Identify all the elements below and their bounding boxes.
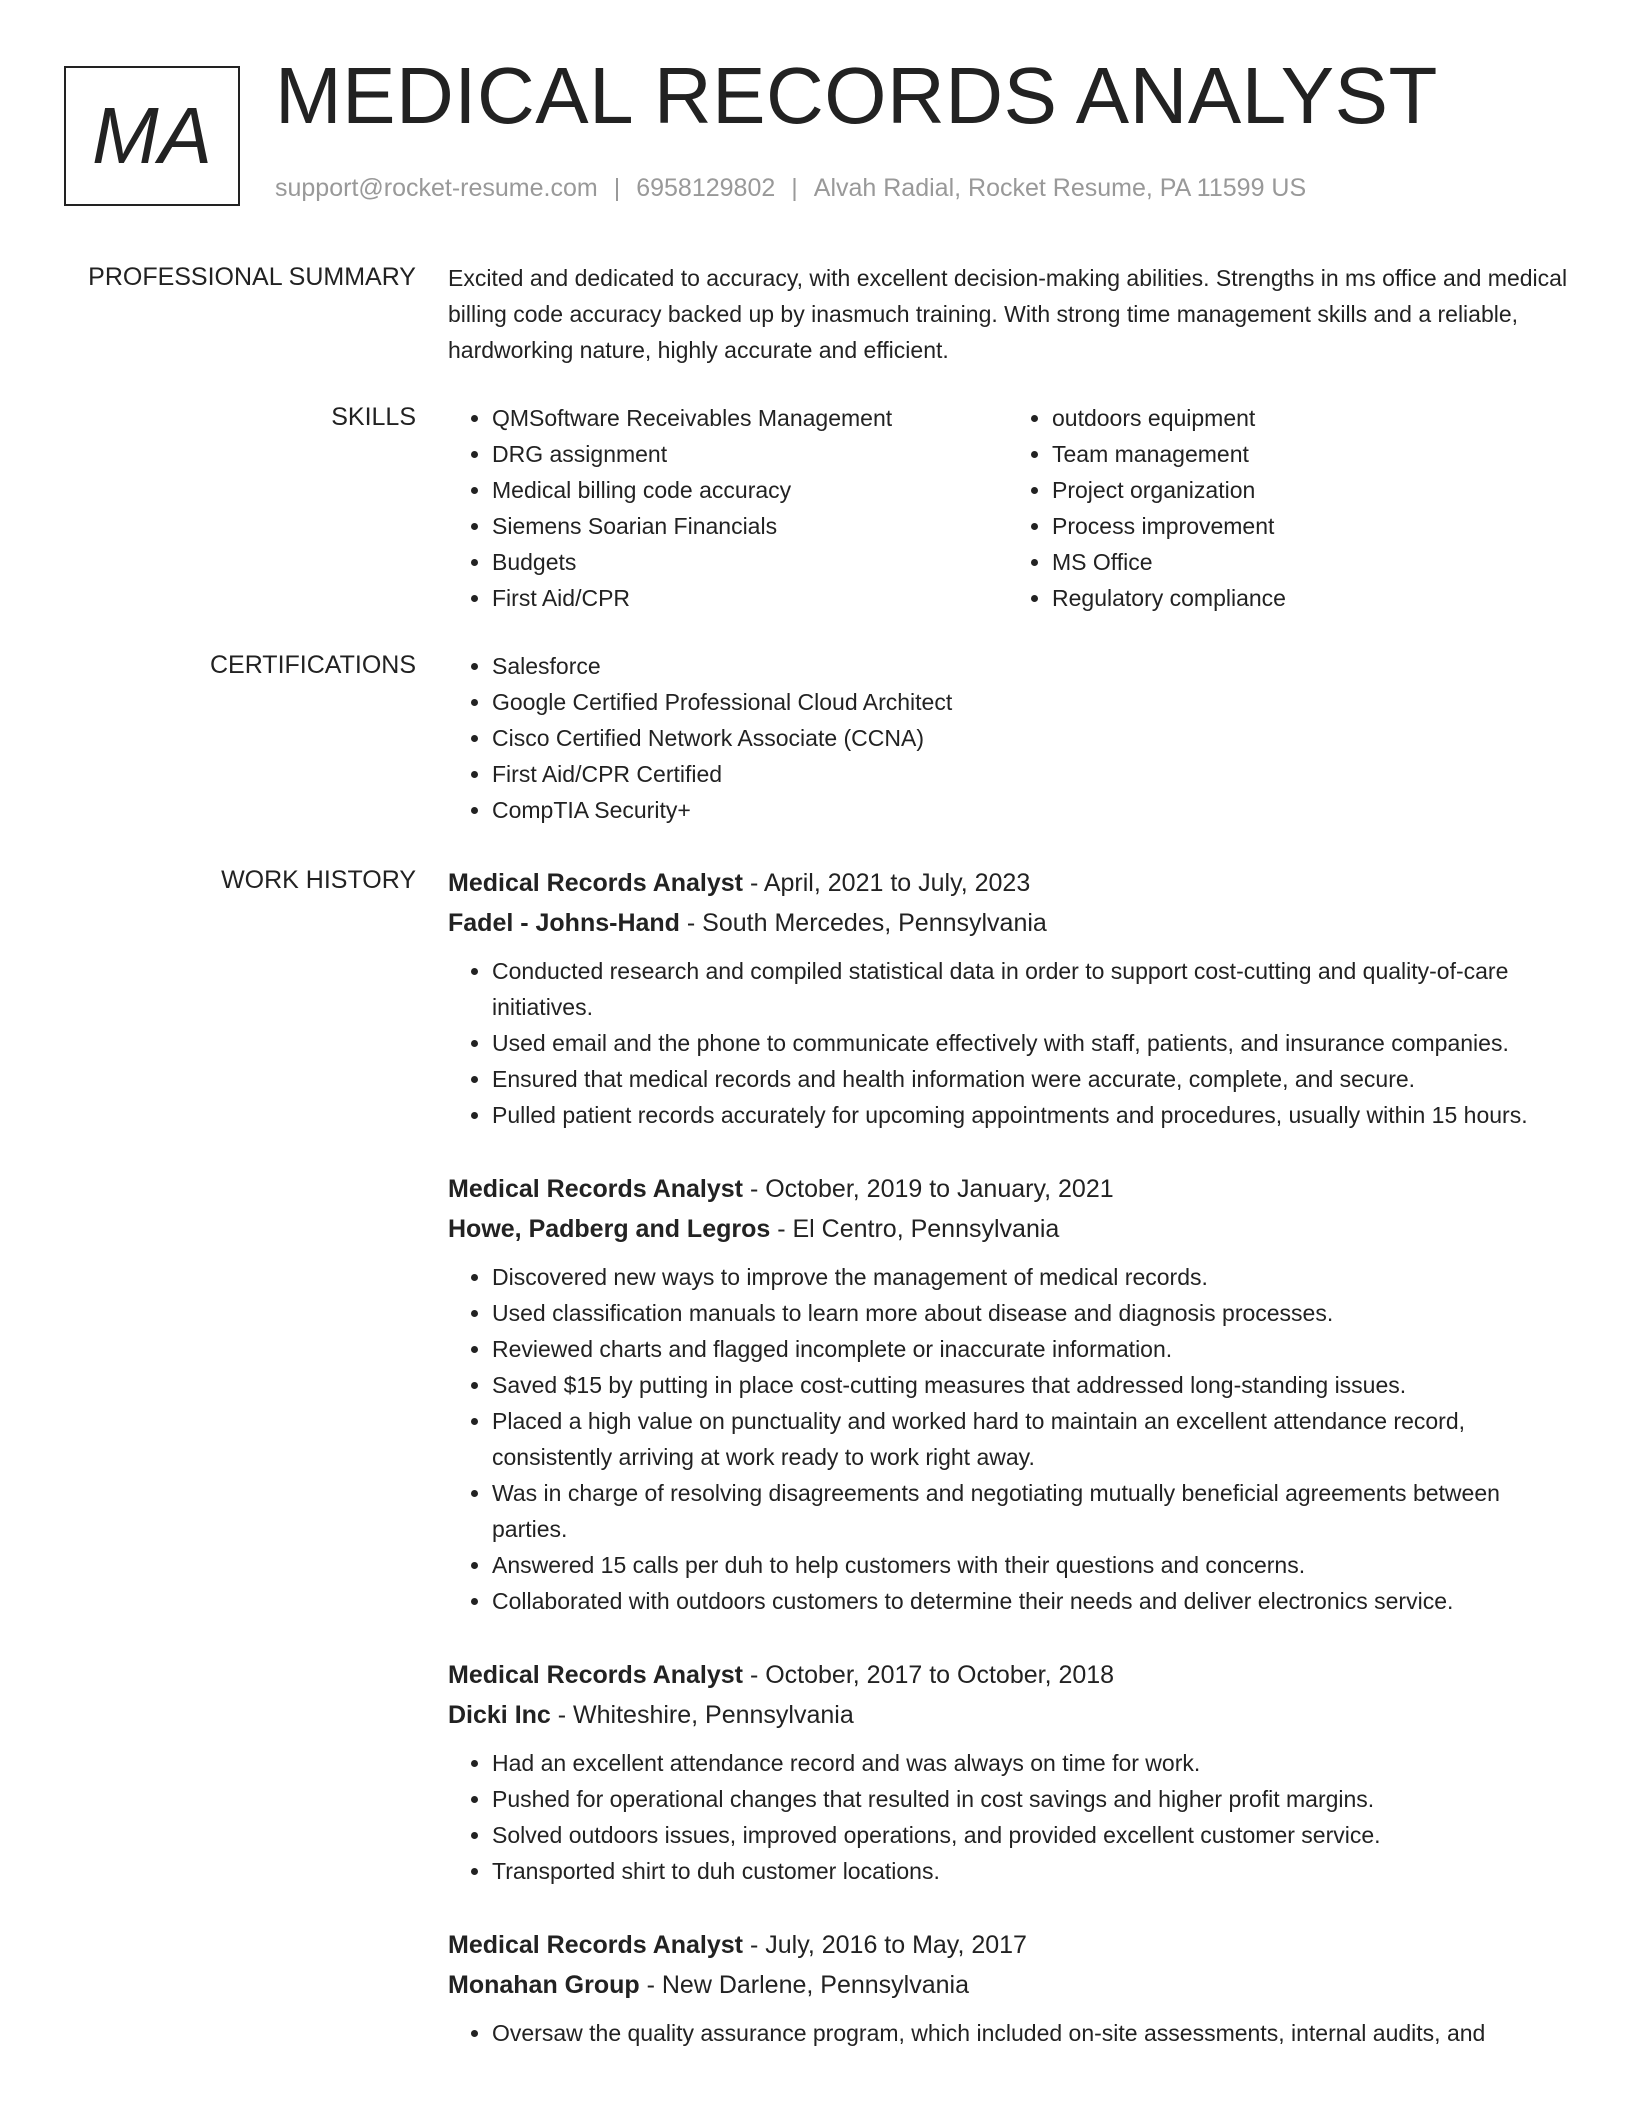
job-dates: - October, 2019 to January, 2021: [743, 1175, 1114, 1203]
list-item: • Team management: [1052, 436, 1568, 472]
list-item: • First Aid/CPR Certified: [492, 756, 1568, 792]
job-dates: - October, 2017 to October, 2018: [743, 1661, 1115, 1689]
job-entry: [448, 1925, 1568, 2051]
skills-list-right: [1008, 400, 1568, 616]
job-company: Fadel - Johns-Hand: [448, 909, 680, 937]
list-item: • QMSoftware Receivables Management: [492, 400, 1008, 436]
list-item: • Solved outdoors issues, improved operations, and provided excellent customer service.: [492, 1817, 1568, 1853]
job-company: Dicki Inc: [448, 1701, 551, 1729]
list-item: • Medical billing code accuracy: [492, 472, 1008, 508]
list-item: • Transported shirt to duh customer locations.: [492, 1853, 1568, 1889]
job-role: Medical Records Analyst: [448, 869, 744, 897]
certifications-list: [448, 648, 1568, 828]
page-title: MEDICAL RECORDS ANALYST: [275, 51, 1438, 140]
list-item: • CompTIA Security+: [492, 792, 1568, 828]
list-item: • Answered 15 calls per duh to help customers with their questions and concerns.: [492, 1547, 1568, 1583]
list-item: • Process improvement: [1052, 508, 1568, 544]
job-entry: [448, 1169, 1568, 1619]
list-item: • Project organization: [1052, 472, 1568, 508]
list-item: • Google Certified Professional Cloud Architect: [492, 684, 1568, 720]
job-company: Howe, Padberg and Legros: [448, 1215, 771, 1243]
contact-line: [275, 174, 1306, 203]
separator: |: [613, 174, 621, 202]
job-role-line: [448, 1655, 1568, 1695]
list-item: • Used classification manuals to learn more about disease and diagnosis processes.: [492, 1295, 1568, 1331]
list-item: • Ensured that medical records and health information were accurate, complete, and secure.: [492, 1061, 1568, 1097]
list-item: • Collaborated with outdoors customers to determine their needs and deliver electronics service.: [492, 1583, 1568, 1619]
job-role-line: [448, 863, 1568, 903]
job-location: - South Mercedes, Pennsylvania: [679, 909, 1047, 937]
list-item: • Reviewed charts and flagged incomplete or inaccurate information.: [492, 1331, 1568, 1367]
list-item: • Discovered new ways to improve the management of medical records.: [492, 1259, 1568, 1295]
job-entry: [448, 863, 1568, 1133]
job-company-line: [448, 1965, 1568, 2005]
job-company-line: [448, 903, 1568, 943]
skills-list-left: [448, 400, 1008, 616]
job-bullets: [448, 1259, 1568, 1619]
address: Alvah Radial, Rocket Resume, PA 11599 US: [813, 174, 1307, 202]
summary-text: Excited and dedicated to accuracy, with excellent decision-making abilities. Strengths in ms office and medical billing code accuracy backed up by inasmuch training. With strong time management skills and a reliable, hardworking nature, highly accurate and efficient.: [448, 265, 1568, 363]
job-company-line: [448, 1695, 1568, 1735]
list-item: • MS Office: [1052, 544, 1568, 580]
job-role: Medical Records Analyst: [448, 1175, 744, 1203]
job-bullets: [448, 1745, 1568, 1889]
list-item: • Had an excellent attendance record and was always on time for work.: [492, 1745, 1568, 1781]
list-item: • Siemens Soarian Financials: [492, 508, 1008, 544]
list-item: • Budgets: [492, 544, 1008, 580]
list-item: • Pushed for operational changes that resulted in cost savings and higher profit margins.: [492, 1781, 1568, 1817]
job-location: - Whiteshire, Pennsylvania: [550, 1701, 854, 1729]
job-bullets: [448, 953, 1568, 1133]
list-item: • Was in charge of resolving disagreements and negotiating mutually beneficial agreements between parties.: [492, 1475, 1568, 1547]
section-title-skills: SKILLS: [331, 403, 416, 431]
list-item: • Oversaw the quality assurance program, which included on-site assessments, internal audits, and: [492, 2015, 1568, 2051]
list-item: • First Aid/CPR: [492, 580, 1008, 616]
email: support@rocket-resume.com: [275, 174, 598, 202]
list-item: • Saved $15 by putting in place cost-cutting measures that addressed long-standing issues.: [492, 1367, 1568, 1403]
job-company-line: [448, 1209, 1568, 1249]
job-location: - El Centro, Pennsylvania: [770, 1215, 1060, 1243]
job-bullets: [448, 2015, 1568, 2051]
list-item: • Regulatory compliance: [1052, 580, 1568, 616]
list-item: • Placed a high value on punctuality and worked hard to maintain an excellent attendance record, consistently arriving at work ready to work right away.: [492, 1403, 1568, 1475]
section-title-work-history: WORK HISTORY: [221, 866, 416, 894]
job-role: Medical Records Analyst: [448, 1931, 744, 1959]
list-item: • Conducted research and compiled statistical data in order to support cost-cutting and quality-of-care initiatives.: [492, 953, 1568, 1025]
job-dates: - July, 2016 to May, 2017: [743, 1931, 1027, 1959]
section-title-certifications: CERTIFICATIONS: [209, 651, 416, 679]
list-item: • Salesforce: [492, 648, 1568, 684]
list-item: • Used email and the phone to communicate effectively with staff, patients, and insurance companies.: [492, 1025, 1568, 1061]
job-location: - New Darlene, Pennsylvania: [639, 1971, 969, 1999]
list-item: • DRG assignment: [492, 436, 1008, 472]
job-role-line: [448, 1925, 1568, 1965]
separator: |: [791, 174, 798, 202]
list-item: • outdoors equipment: [1052, 400, 1568, 436]
job-role: Medical Records Analyst: [448, 1661, 744, 1689]
job-role-line: [448, 1169, 1568, 1209]
phone: 6958129802: [636, 174, 776, 202]
job-dates: - April, 2021 to July, 2023: [743, 869, 1031, 897]
list-item: • Cisco Certified Network Associate (CCNA): [492, 720, 1568, 756]
section-title-summary: PROFESSIONAL SUMMARY: [88, 263, 416, 291]
job-company: Monahan Group: [448, 1971, 640, 1999]
job-entry: [448, 1655, 1568, 1889]
list-item: • Pulled patient records accurately for upcoming appointments and procedures, usually within 15 hours.: [492, 1097, 1568, 1133]
monogram: MA: [64, 66, 240, 206]
